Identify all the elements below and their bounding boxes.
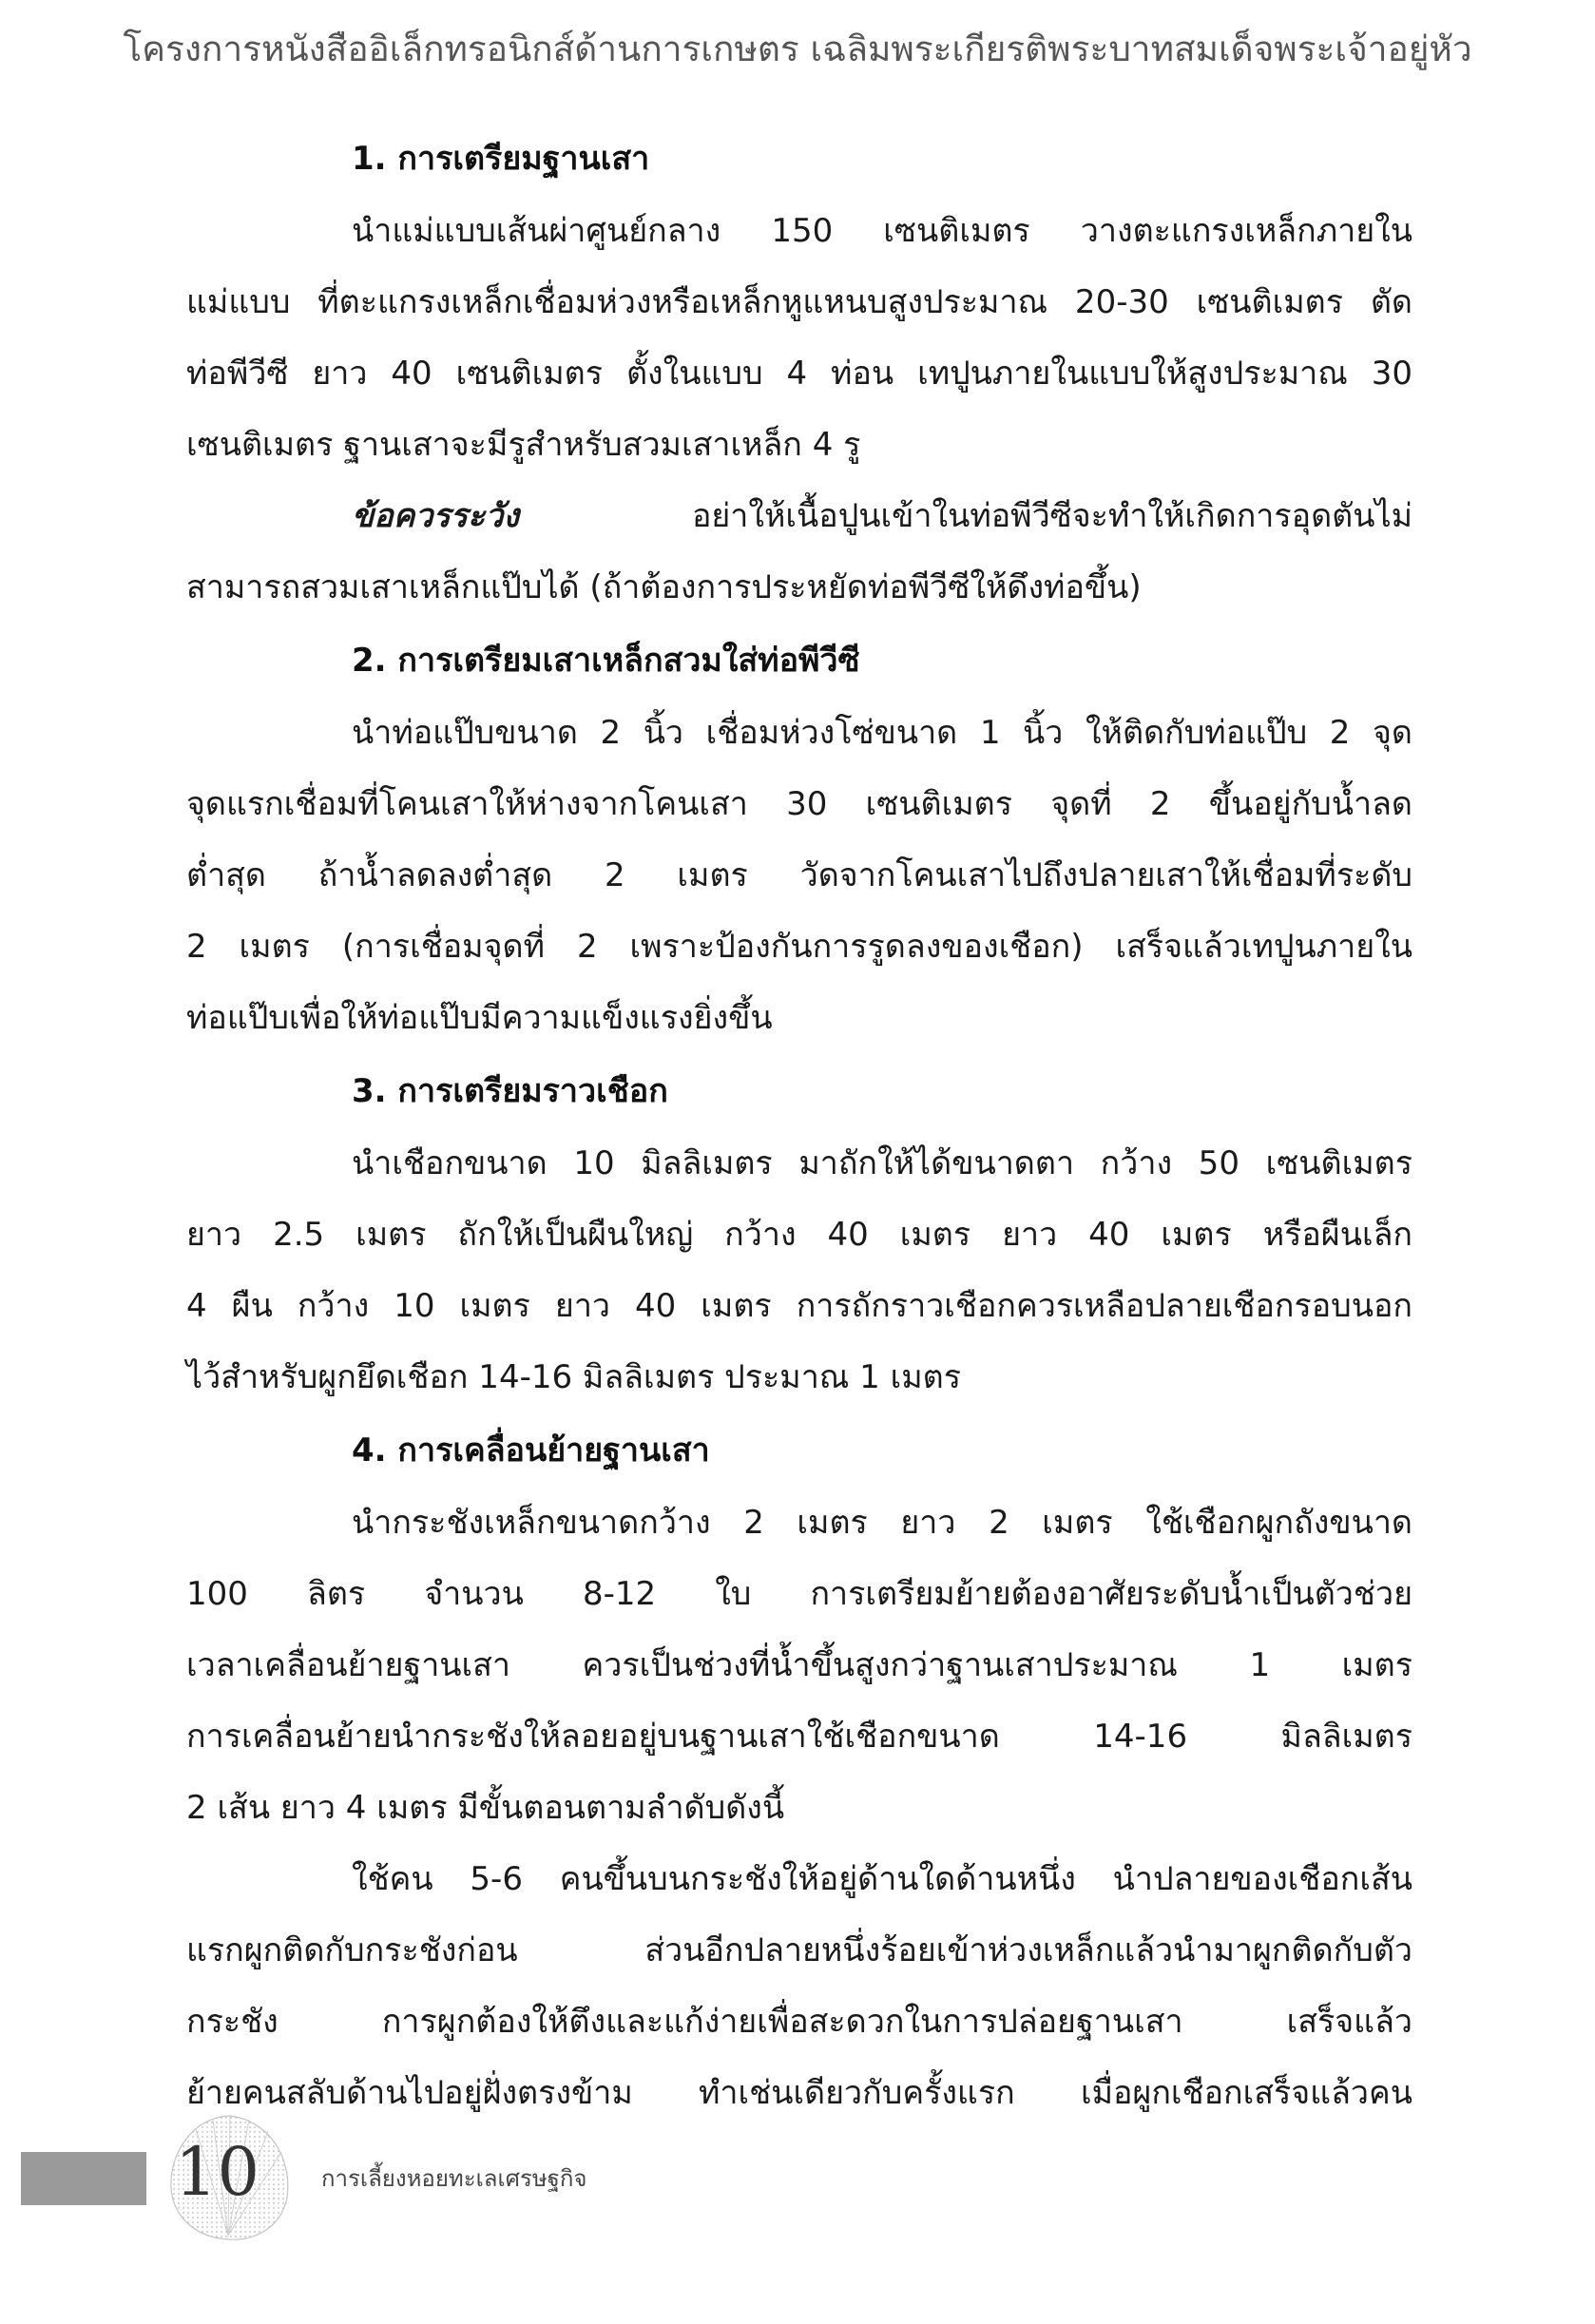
text-line: จุดแรกเชื่อมที่โคนเสาให้ห่างจากโคนเสา 30 เซนติเมตร จุดที่ 2 ขึ้นอยู่กับน้ำลด [186, 785, 1412, 823]
section-1-paragraph [186, 196, 1412, 481]
text-line: การเคลื่อนย้ายนำกระชังให้ลอยอยู่บนฐานเสาใช้เชือกขนาด 14-16 มิลลิเมตร [186, 1718, 1412, 1756]
caution-text: อย่าให้เนื้อปูนเข้าในท่อพีวีซีจะทำให้เกิดการอุดตันไม่ [691, 497, 1412, 535]
page-number: 10 [175, 2133, 260, 2211]
text-line: นำเชือกขนาด 10 มิลลิเมตร มาถักให้ได้ขนาดตา กว้าง 50 เซนติเมตร [352, 1144, 1412, 1182]
text-line: นำแม่แบบเส้นผ่าศูนย์กลาง 150 เซนติเมตร วางตะแกรงเหล็กภายใน [352, 212, 1412, 250]
section-3-paragraph [186, 1128, 1412, 1413]
text-line: ท่อแป๊บเพื่อให้ท่อแป๊บมีความแข็งแรงยิ่งขึ้น [186, 999, 773, 1037]
section-4-paragraph [186, 1488, 1412, 1844]
text-line: กระชัง การผูกต้องให้ตึงและแก้ง่ายเพื่อสะดวกในการปล่อยฐานเสา เสร็จแล้ว [186, 2003, 1412, 2041]
text-line: ย้ายคนสลับด้านไปอยู่ฝั่งตรงข้าม ทำเช่นเดียวกับครั้งแรก เมื่อผูกเชือกเสร็จแล้วคน [186, 2074, 1412, 2112]
footer-bar [21, 2152, 146, 2205]
text-line: ต่ำสุด ถ้าน้ำลดลงต่ำสุด 2 เมตร วัดจากโคนเสาไปถึงปลายเสาให้เชื่อมที่ระดับ [186, 856, 1412, 894]
text-line: สามารถสวมเสาเหล็กแป๊บได้ (ถ้าต้องการประหยัดท่อพีวีซีให้ดึงท่อขึ้น) [186, 568, 1142, 606]
text-line [186, 481, 1412, 552]
section-1-heading: 1. การเตรียมฐานเสา [352, 140, 650, 178]
caution-paragraph [186, 481, 1412, 624]
section-4-paragraph-2 [186, 1844, 1412, 2129]
text-line: แม่แบบ ที่ตะแกรงเหล็กเชื่อมห่วงหรือเหล็กหูแหนบสูงประมาณ 20-30 เซนติเมตร ตัด [186, 283, 1412, 321]
text-line: 2 เมตร (การเชื่อมจุดที่ 2 เพราะป้องกันการรูดลงของเชือก) เสร็จแล้วเทปูนภายใน [186, 928, 1412, 966]
section-2-heading: 2. การเตรียมเสาเหล็กสวมใส่ท่อพีวีซี [352, 642, 860, 680]
running-header: โครงการหนังสืออิเล็กทรอนิกส์ด้านการเกษตร เฉลิมพระเกียรติพระบาทสมเด็จพระเจ้าอยู่หัว [123, 29, 1472, 69]
section-3-heading: 3. การเตรียมราวเชือก [352, 1072, 668, 1110]
text-line: 100 ลิตร จำนวน 8-12 ใบ การเตรียมย้ายต้องอาศัยระดับน้ำเป็นตัวช่วย [186, 1575, 1412, 1613]
text-line: ไว้สำหรับผูกยึดเชือก 14-16 มิลลิเมตร ประมาณ 1 เมตร [186, 1358, 961, 1396]
text-line: เวลาเคลื่อนย้ายฐานเสา ควรเป็นช่วงที่น้ำขึ้นสูงกว่าฐานเสาประมาณ 1 เมตร [186, 1646, 1412, 1684]
text-line: นำท่อแป๊บขนาด 2 นิ้ว เชื่อมห่วงโซ่ขนาด 1 นิ้ว ให้ติดกับท่อแป๊บ 2 จุด [352, 714, 1412, 752]
text-line: 2 เส้น ยาว 4 เมตร มีขั้นตอนตามลำดับดังนี้ [186, 1789, 785, 1827]
text-line: ท่อพีวีซี ยาว 40 เซนติเมตร ตั้งในแบบ 4 ท่อน เทปูนภายในแบบให้สูงประมาณ 30 [186, 355, 1412, 393]
text-line: เซนติเมตร ฐานเสาจะมีรูสำหรับสวมเสาเหล็ก 4 รู [186, 426, 861, 464]
section-2-paragraph [186, 698, 1412, 1054]
text-line: ยาว 2.5 เมตร ถักให้เป็นผืนใหญ่ กว้าง 40 เมตร ยาว 40 เมตร หรือผืนเล็ก [186, 1216, 1412, 1254]
section-4-heading: 4. การเคลื่อนย้ายฐานเสา [352, 1431, 710, 1469]
footer-book-title: การเลี้ยงหอยทะเลเศรษฐกิจ [321, 2165, 587, 2192]
text-line: แรกผูกติดกับกระชังก่อน ส่วนอีกปลายหนึ่งร้อยเข้าห่วงเหล็กแล้วนำมาผูกติดกับตัว [186, 1931, 1412, 1969]
caution-label: ข้อควรระวัง [352, 497, 519, 535]
text-line: 4 ผืน กว้าง 10 เมตร ยาว 40 เมตร การถักราวเชือกควรเหลือปลายเชือกรอบนอก [186, 1287, 1412, 1325]
text-line: นำกระชังเหล็กขนาดกว้าง 2 เมตร ยาว 2 เมตร ใช้เชือกผูกถังขนาด [352, 1504, 1412, 1542]
page-content [186, 122, 1412, 2129]
text-line: ใช้คน 5-6 คนขึ้นบนกระชังให้อยู่ด้านใดด้านหนึ่ง นำปลายของเชือกเส้น [352, 1860, 1412, 1898]
